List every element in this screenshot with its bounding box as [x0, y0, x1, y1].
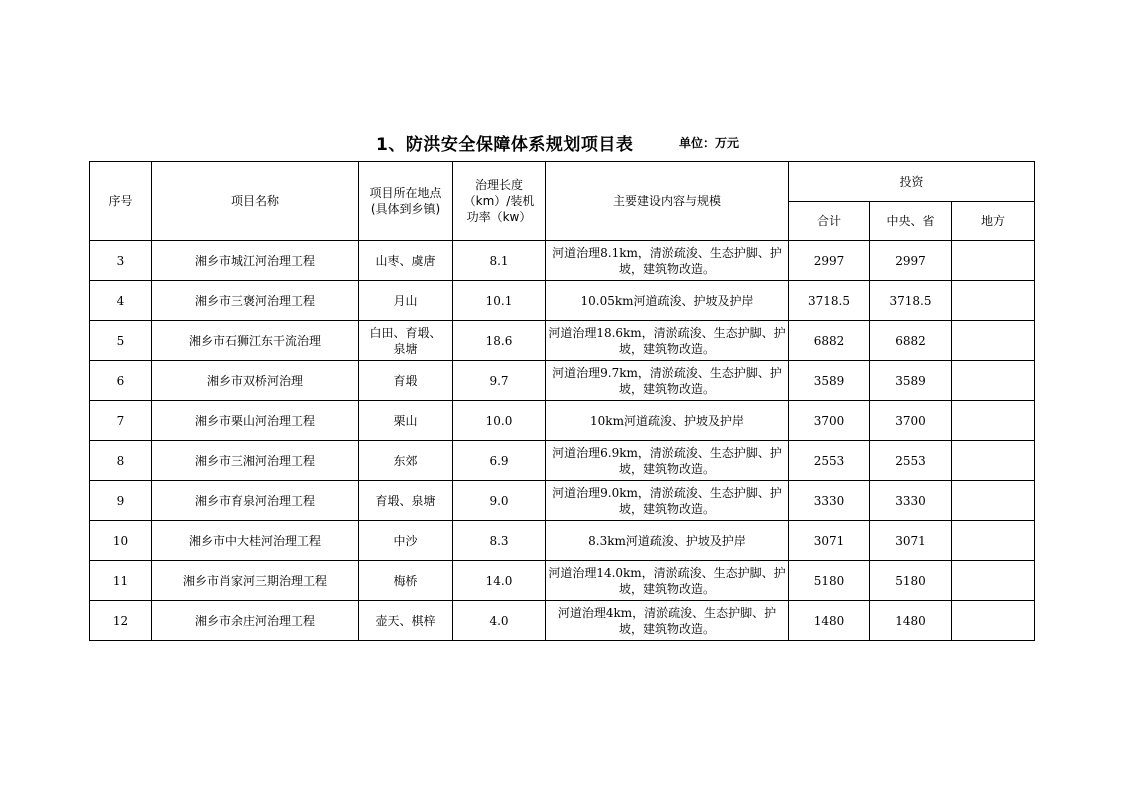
table-row: [90, 521, 1035, 561]
cell-name: 湘乡市石狮江东干流治理: [152, 321, 359, 361]
table-row: [90, 561, 1035, 601]
cell-seq: 6: [90, 361, 152, 401]
cell-content: 河道治理18.6km，清淤疏浚、生态护脚、护坡，建筑物改造。: [546, 321, 789, 361]
cell-local: [952, 361, 1035, 401]
cell-local: [952, 601, 1035, 641]
cell-total: 3589: [789, 361, 870, 401]
table-row: [90, 281, 1035, 321]
cell-content: 河道治理9.0km，清淤疏浚、生态护脚、护坡，建筑物改造。: [546, 481, 789, 521]
table-row: [90, 321, 1035, 361]
cell-location: 育塅: [359, 361, 453, 401]
title-line: [0, 130, 1122, 154]
cell-total: 5180: [789, 561, 870, 601]
cell-length: 6.9: [453, 441, 546, 481]
cell-local: [952, 281, 1035, 321]
cell-local: [952, 481, 1035, 521]
cell-location: 山枣、虞唐: [359, 241, 453, 281]
cell-central: 1480: [870, 601, 952, 641]
cell-name: 湘乡市育泉河治理工程: [152, 481, 359, 521]
cell-total: 1480: [789, 601, 870, 641]
cell-central: 6882: [870, 321, 952, 361]
cell-length: 9.7: [453, 361, 546, 401]
cell-length: 9.0: [453, 481, 546, 521]
cell-local: [952, 321, 1035, 361]
header-content: 主要建设内容与规模: [546, 162, 789, 241]
cell-length: 4.0: [453, 601, 546, 641]
table-row: [90, 601, 1035, 641]
header-name: 项目名称: [152, 162, 359, 241]
cell-seq: 9: [90, 481, 152, 521]
cell-length: 8.3: [453, 521, 546, 561]
cell-name: 湘乡市双桥河治理: [152, 361, 359, 401]
cell-length: 8.1: [453, 241, 546, 281]
cell-central: 3330: [870, 481, 952, 521]
cell-name: 湘乡市肖家河三期治理工程: [152, 561, 359, 601]
cell-seq: 5: [90, 321, 152, 361]
header-central: 中央、省: [870, 202, 952, 241]
header-seq: 序号: [90, 162, 152, 241]
cell-central: 3589: [870, 361, 952, 401]
cell-local: [952, 441, 1035, 481]
page-title: 1、防洪安全保障体系规划项目表: [376, 135, 634, 155]
cell-length: 10.0: [453, 401, 546, 441]
table-row: [90, 361, 1035, 401]
header-location: 项目所在地点(具体到乡镇): [359, 162, 453, 241]
cell-name: 湘乡市三褒河治理工程: [152, 281, 359, 321]
cell-name: 湘乡市栗山河治理工程: [152, 401, 359, 441]
cell-location: 梅桥: [359, 561, 453, 601]
cell-central: 3071: [870, 521, 952, 561]
cell-name: 湘乡市城江河治理工程: [152, 241, 359, 281]
cell-total: 2553: [789, 441, 870, 481]
cell-local: [952, 241, 1035, 281]
cell-length: 10.1: [453, 281, 546, 321]
cell-seq: 11: [90, 561, 152, 601]
cell-seq: 3: [90, 241, 152, 281]
cell-name: 湘乡市余庄河治理工程: [152, 601, 359, 641]
cell-location: 东郊: [359, 441, 453, 481]
cell-central: 2997: [870, 241, 952, 281]
cell-local: [952, 561, 1035, 601]
project-table: [89, 161, 1035, 641]
cell-location: 白田、育塅、泉塘: [359, 321, 453, 361]
cell-location: 栗山: [359, 401, 453, 441]
table-row: [90, 481, 1035, 521]
cell-length: 14.0: [453, 561, 546, 601]
cell-central: 2553: [870, 441, 952, 481]
cell-location: 育塅、泉塘: [359, 481, 453, 521]
cell-name: 湘乡市中大桂河治理工程: [152, 521, 359, 561]
cell-total: 2997: [789, 241, 870, 281]
cell-length: 18.6: [453, 321, 546, 361]
table-row: [90, 401, 1035, 441]
cell-local: [952, 521, 1035, 561]
header-investment: 投资: [789, 162, 1035, 202]
cell-seq: 10: [90, 521, 152, 561]
cell-total: 3071: [789, 521, 870, 561]
cell-central: 3718.5: [870, 281, 952, 321]
cell-content: 河道治理9.7km，清淤疏浚、生态护脚、护坡，建筑物改造。: [546, 361, 789, 401]
cell-location: 中沙: [359, 521, 453, 561]
cell-content: 河道治理14.0km，清淤疏浚、生态护脚、护坡，建筑物改造。: [546, 561, 789, 601]
cell-seq: 4: [90, 281, 152, 321]
cell-central: 5180: [870, 561, 952, 601]
cell-central: 3700: [870, 401, 952, 441]
table-body: [90, 241, 1035, 641]
cell-name: 湘乡市三湘河治理工程: [152, 441, 359, 481]
cell-content: 8.3km河道疏浚、护坡及护岸: [546, 521, 789, 561]
cell-total: 3700: [789, 401, 870, 441]
cell-local: [952, 401, 1035, 441]
cell-seq: 12: [90, 601, 152, 641]
cell-location: 壶天、棋梓: [359, 601, 453, 641]
cell-seq: 7: [90, 401, 152, 441]
cell-total: 3330: [789, 481, 870, 521]
cell-content: 河道治理6.9km，清淤疏浚、生态护脚、护坡，建筑物改造。: [546, 441, 789, 481]
cell-total: 6882: [789, 321, 870, 361]
table-row: [90, 241, 1035, 281]
cell-location: 月山: [359, 281, 453, 321]
cell-content: 10.05km河道疏浚、护坡及护岸: [546, 281, 789, 321]
header-total: 合计: [789, 202, 870, 241]
cell-total: 3718.5: [789, 281, 870, 321]
table-row: [90, 441, 1035, 481]
cell-content: 10km河道疏浚、护坡及护岸: [546, 401, 789, 441]
cell-content: 河道治理4km，清淤疏浚、生态护脚、护坡，建筑物改造。: [546, 601, 789, 641]
header-length: 治理长度（km）/装机功率（kw）: [453, 162, 546, 241]
unit-label: 单位：万元: [679, 136, 740, 150]
cell-content: 河道治理8.1km，清淤疏浚、生态护脚、护坡，建筑物改造。: [546, 241, 789, 281]
cell-seq: 8: [90, 441, 152, 481]
header-local: 地方: [952, 202, 1035, 241]
table-header: [90, 162, 1035, 241]
